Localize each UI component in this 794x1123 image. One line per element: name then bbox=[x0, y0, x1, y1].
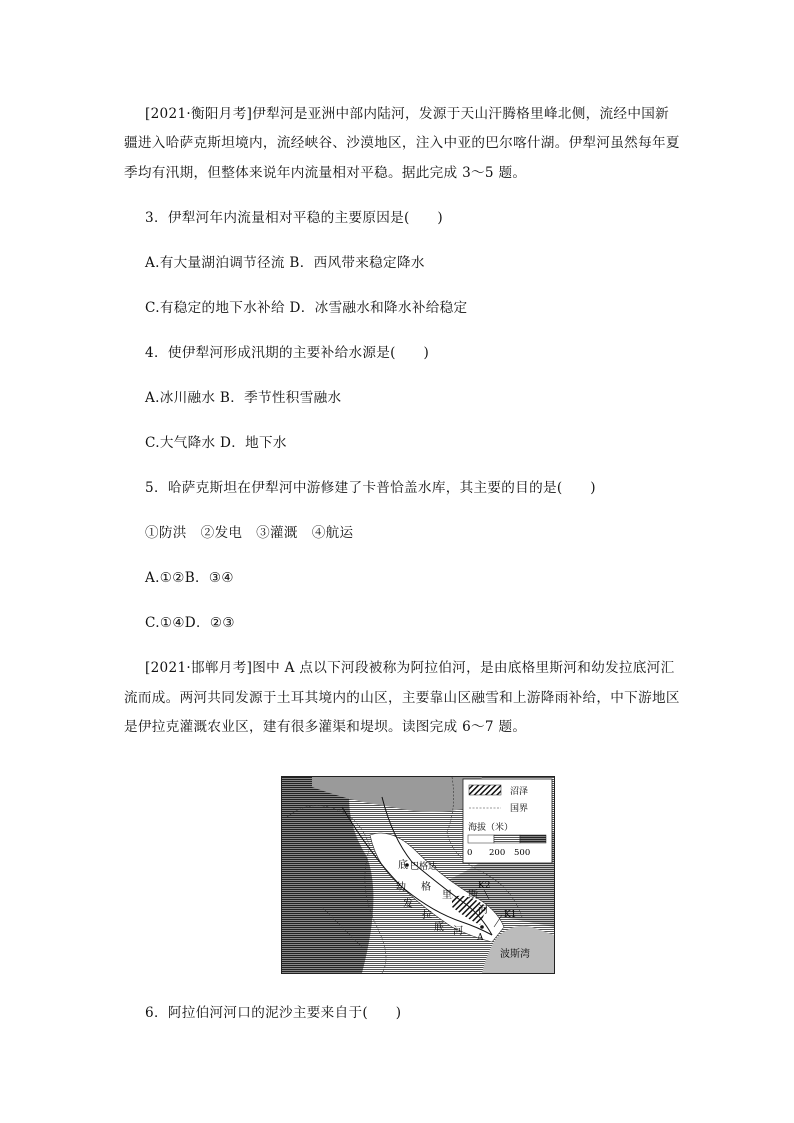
question-3-stem: 3．伊犁河年内流量相对平稳的主要原因是( ) bbox=[145, 210, 444, 226]
question-5-stem: 5．哈萨克斯坦在伊犁河中游修建了卡普恰盖水库，其主要的目的是( ) bbox=[145, 480, 596, 496]
legend-elev-high bbox=[520, 835, 546, 843]
euphrates-char-4: 底 bbox=[434, 922, 444, 933]
passage2-line2: 流而成。两河共同发源于土耳其境内的山区，主要靠山区融雪和上游降雨补给，中下游地区 bbox=[124, 690, 680, 706]
question-5-options-cd: C.①④D．②③ bbox=[145, 615, 235, 631]
question-4-stem: 4．使伊犁河形成汛期的主要补给水源是( ) bbox=[145, 345, 430, 361]
question-3-options-ab: A.有大量湖泊调节径流 B．西风带来稳定降水 bbox=[145, 255, 425, 271]
question-4-options-ab: A.冰川融水 B．季节性积雪融水 bbox=[145, 390, 342, 406]
city-baghdad-label: 巴格达 bbox=[410, 862, 438, 872]
passage1-line2: 疆进入哈萨克斯坦境内，流经峡谷、沙漠地区，注入中亚的巴尔喀什湖。伊犁河虽然每年夏 bbox=[124, 135, 680, 151]
passage1-line3: 季均有汛期，但整体来说年内流量相对平稳。据此完成 3～5 题。 bbox=[124, 165, 527, 181]
question-4-options-cd: C.大气降水 D．地下水 bbox=[145, 435, 287, 451]
legend-elevation-title: 海拔（米） bbox=[468, 823, 514, 833]
legend-elev-mid bbox=[494, 835, 520, 843]
mesopotamia-map bbox=[281, 776, 555, 974]
tigris-char-1: 底 bbox=[398, 860, 408, 871]
passage1-line1: [2021·衡阳月考]伊犁河是亚洲中部内陆河，发源于天山汗腾格里峰北侧，流经中国新 bbox=[145, 106, 670, 122]
question-5-items: ①防洪 ②发电 ③灌溉 ④航运 bbox=[145, 525, 354, 541]
passage2-line3: 是伊拉克灌溉农业区，建有很多灌渠和堤坝。读图完成 6～7 题。 bbox=[124, 719, 527, 735]
question-6-stem: 6．阿拉伯河河口的泥沙主要来自于( ) bbox=[145, 1005, 402, 1021]
persian-gulf-label: 波斯湾 bbox=[500, 949, 530, 960]
euphrates-char-2: 发 bbox=[403, 899, 413, 910]
legend-elev-low bbox=[468, 835, 494, 843]
question-5-options-ab: A.①②B．③④ bbox=[145, 570, 234, 586]
tigris-char-4: 斯 bbox=[468, 890, 478, 901]
point-k1-label: K1 bbox=[504, 910, 517, 920]
euphrates-char-1: 幼 bbox=[396, 882, 406, 893]
legend-elev-500: 500 bbox=[514, 848, 531, 858]
legend-elev-200: 200 bbox=[489, 848, 506, 858]
euphrates-char-3: 拉 bbox=[422, 910, 432, 921]
tigris-char-2: 格 bbox=[421, 882, 431, 893]
legend-elev-0: 0 bbox=[467, 848, 473, 858]
tigris-char-3: 里 bbox=[442, 890, 452, 901]
passage2-line1: [2021·邯郸月考]图中 A 点以下河段被称为阿拉伯河，是由底格里斯河和幼发拉底河汇 bbox=[145, 660, 675, 676]
legend-swamp-swatch bbox=[469, 785, 501, 795]
legend-swamp-label: 沼泽 bbox=[510, 787, 529, 797]
euphrates-char-5: 河 bbox=[453, 926, 463, 937]
question-3-options-cd: C.有稳定的地下水补给 D．冰雪融水和降水补给稳定 bbox=[145, 300, 468, 316]
point-k2-label: K2 bbox=[478, 881, 491, 891]
point-a-label: A bbox=[477, 933, 484, 943]
legend-border-label: 国界 bbox=[510, 804, 529, 814]
tigris-char-5: 河 bbox=[478, 905, 488, 916]
point-a-dot bbox=[480, 925, 484, 929]
